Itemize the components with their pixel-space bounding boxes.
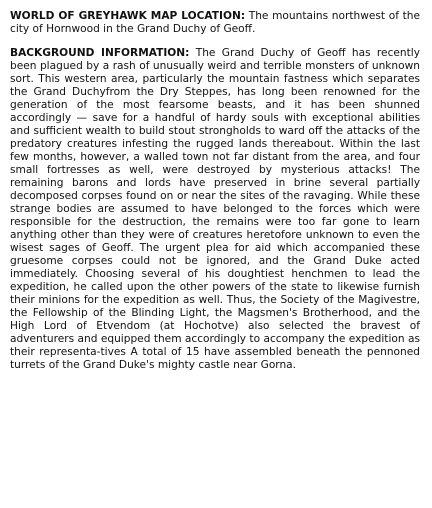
map-location-label: WORLD OF GREYHAWK MAP LOCATION: xyxy=(10,10,246,22)
background-information-text: The Grand Duchy of Geoff has recently been plagued by a rash of unusually weird and terrible monsters of unknown sort. This western area, particularly the mountain fastness which separates the Grand Duchyfrom the Dry Steppes, has long been renowned for the generation of the most fearsome beasts, and it has been shunned accordingly — save for a handful of hardy souls with exceptional abilities and sufficient wealth to build stout strongholds to ward off the attacks of the predatory creatures infesting the rugged lands thereabout. Within the last few months, however, a walled town not far distant from the area, and four small fortresses as well, were destroyed by mysterious attacks! The remaining barons and lords have preserved in brine several partially decomposed corpses found on or near the sites of the ravaging. While these strange bodies are assumed to have belonged to the forces which were responsible for the destruction, the remains were too far gone to learn anything other than they were of creatures heretofore unknown to even the wisest sages of Geoff. The urgent plea for aid which accompanied these gruesome corpses could not be ignored, and the Grand Duke acted immediately. Choosing several of his doughtiest henchmen to lead the expedition, he called upon the other powers of the state to likewise furnish their minions for the expedition as well. Thus, the Society of the Magivestre, the Fellowship of the Blinding Light, the Magsmen's Brotherhood, and the High Lord of Etvendom (at Hochotve) also selected the bravest of adventurers and equipped them accordingly to accompany the expedition as their representa-tives A total of 15 have assembled beneath the pennoned turrets of the Grand Duke's mighty castle near Gorna. xyxy=(10,47,420,371)
map-location-paragraph xyxy=(10,10,420,36)
map-location-text: The mountains northwest of the city of Hornwood in the Grand Duchy of Geoff. xyxy=(10,10,420,35)
background-information-paragraph xyxy=(10,47,420,372)
background-information-label: BACKGROUND INFORMATION: xyxy=(10,47,190,59)
